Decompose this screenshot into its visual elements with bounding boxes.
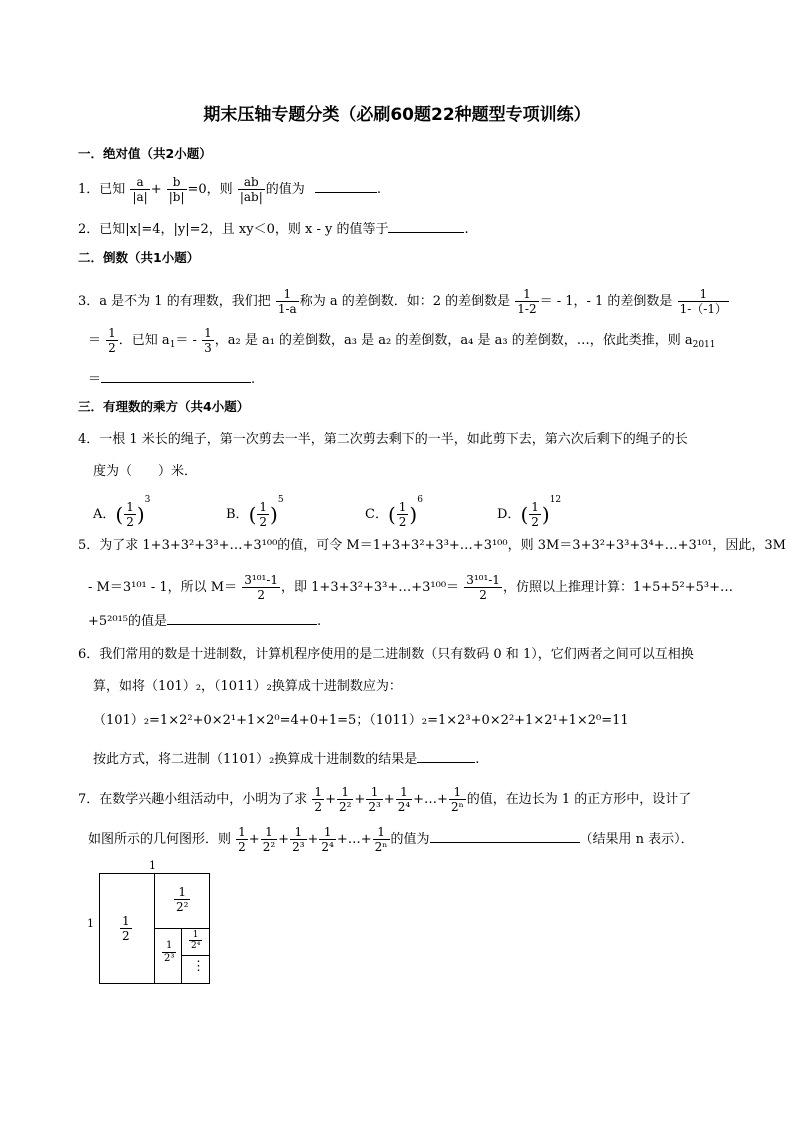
period: . xyxy=(475,752,480,767)
option-b[interactable]: B．( $\frac{1}{2}$ )$^5$ xyxy=(226,495,284,529)
fraction-1-over-2-cubed: $\frac{1}{\text{2³}}$ xyxy=(292,825,305,854)
fraction-1-over-2-fourth: $\frac{1}{\text{2⁴}}$ xyxy=(321,825,334,854)
question-6-line-2: 算，如将（101）₂，（1011）₂换算成十进制数应为： xyxy=(93,679,402,694)
exponent: 12 xyxy=(549,495,562,505)
question-text: 7．在数学兴趣小组活动中，小明为了求 xyxy=(78,792,308,807)
half-label: $\frac{1}{2}$ xyxy=(122,914,130,943)
equals-sign: ＝ xyxy=(88,372,102,387)
plus-sign: + xyxy=(150,182,162,197)
option-label: A． xyxy=(93,507,116,522)
question-text: 已知 xyxy=(99,182,126,197)
fraction-1-over-2-squared: $\frac{1}{\text{2²}}$ xyxy=(262,825,276,854)
question-4-line-2: 度为（ ）米． xyxy=(93,464,198,479)
fraction-1-over-2: $\frac{1}{2}$ xyxy=(314,785,323,814)
fraction-1-over-2: $\frac{1}{2}$ xyxy=(238,825,246,854)
question-text: 如图所示的几何图形．则 xyxy=(88,832,232,847)
exponent: 5 xyxy=(277,495,284,505)
question-text: ，仿照以上推理计算：1+5+5²+5³+… xyxy=(502,580,734,595)
fraction-1-over-1-minus-2: $\frac{1}{1-2}$ xyxy=(517,287,537,316)
question-text: +5²⁰¹⁵的值是 xyxy=(88,614,168,629)
question-text: - M＝3¹⁰¹ - 1，所以 M＝ xyxy=(88,580,238,595)
question-3-line-3 xyxy=(88,370,255,386)
fraction-1-over-2-n: $\frac{1}{\text{2ⁿ}}$ xyxy=(374,825,388,854)
question-4-line-1: 4．一根 1 米长的绳子，第一次剪去一半，第二次剪去剩下的一半，如此剪下去，第六次后剩下的绳子的长 xyxy=(78,432,688,447)
fraction-1-over-2-cubed: $\frac{1}{\text{2³}}$ xyxy=(368,785,381,814)
option-label: C． xyxy=(365,507,388,522)
question-text: ＝ - 1，- 1 的差倒数是 xyxy=(539,294,673,309)
answer-blank[interactable] xyxy=(101,370,251,383)
exponent: 3 xyxy=(144,495,151,505)
section-heading-reciprocal: 二．倒数（共1小题） xyxy=(78,250,200,265)
question-text: 的值，在边长为 1 的正方形中，设计了 xyxy=(466,792,692,807)
question-7-line-1: 7．在数学兴趣小组活动中，小明为了求 $\frac{1}{2}$ + $\frac{1}{\text{2²}}$ + $\frac{1}{\text{2³}}$ + $\frac{1}{\text{2⁴}}$ +…+ $\frac{1}{\text{2ⁿ}}$ 的值，在边长为 1 的正方形中，设计了 xyxy=(78,785,692,814)
question-1 xyxy=(78,175,381,204)
fraction-a-over-abs-a: $\frac{a}{|a|}$ xyxy=(132,175,148,204)
quarter-label: $\frac{1}{\text{2²}}$ xyxy=(176,885,189,914)
question-7-line-2: 如图所示的几何图形．则 $\frac{1}{2}$ + $\frac{1}{\text{2²}}$ + $\frac{1}{\text{2³}}$ + $\frac{1}{\text{2⁴}}$ +…+ $\frac{1}{\text{2ⁿ}}$ 的值为 （结果用 n 表示）． xyxy=(88,825,694,854)
question-3-line-1 xyxy=(78,287,730,316)
option-d[interactable]: D．( $\frac{1}{2}$ )$^{12}$ xyxy=(497,495,562,529)
fraction-1-over-1-minus-a: $\frac{1}{1-a}$ xyxy=(277,287,297,316)
fraction-b-over-abs-b: $\frac{b}{|b|}$ xyxy=(168,175,185,204)
fraction-one-half: $\frac{1}{2}$ xyxy=(126,500,134,529)
page-title: 期末压轴专题分类（必刷60题22种题型专项训练） xyxy=(203,105,591,125)
question-6-line-3: （101）₂=1×2²+0×2¹+1×2⁰=4+0+1=5；（1011）₂=1×2³+0×2²+1×2¹+1×2⁰=11 xyxy=(93,713,629,728)
fraction-1-over-2-squared: $\frac{1}{\text{2²}}$ xyxy=(338,785,352,814)
question-text: 的值为 xyxy=(390,832,430,847)
period: . xyxy=(376,182,382,197)
question-text: 2．已知|x|=4，|y|=2，且 xy＜0，则 x - y 的值等于 xyxy=(78,222,389,237)
fraction-1-over-2-fourth: $\frac{1}{\text{2⁴}}$ xyxy=(397,785,411,814)
exponent: 6 xyxy=(417,495,423,505)
top-side-label: 1 xyxy=(149,859,156,872)
question-text: 的值为 xyxy=(265,182,305,197)
fraction-one-third: $\frac{1}{3}$ xyxy=(204,326,212,355)
question-text: ．已知 a xyxy=(118,333,170,348)
answer-blank[interactable] xyxy=(315,180,377,193)
question-6-line-1: 6．我们常用的数是十进制数，计算机程序使用的是二进制数（只有数码 0 和 1），它们两者之间可以互相换 xyxy=(78,647,694,662)
question-text: ＝ - xyxy=(175,333,197,348)
period: . xyxy=(317,614,322,629)
section-heading-powers: 三．有理数的乘方（共4小题） xyxy=(78,399,250,414)
question-5-line-3 xyxy=(88,612,321,628)
answer-blank[interactable] xyxy=(167,612,317,625)
fraction-1-over-1-minus-neg1: $\frac{1}{1-(-1)}$ xyxy=(679,287,727,316)
question-number: 1． xyxy=(78,182,100,197)
fraction-1-over-2-n: $\frac{1}{\text{2ⁿ}}$ xyxy=(450,785,464,814)
option-a[interactable]: A．( $\frac{1}{2}$ )$^3$ xyxy=(93,495,151,529)
fraction-one-half: $\frac{1}{2}$ xyxy=(108,326,116,355)
option-c[interactable]: C．( $\frac{1}{2}$ )$^6$ xyxy=(365,495,423,529)
question-5-line-2 xyxy=(88,573,733,602)
question-text: ，即 1+3+3²+3³+…+3¹⁰⁰＝ xyxy=(281,580,460,595)
question-text: （结果用 n 表示）． xyxy=(579,832,694,847)
question-2 xyxy=(78,220,469,236)
fraction-one-half: $\frac{1}{2}$ xyxy=(259,500,268,529)
period: . xyxy=(251,372,256,387)
option-label: B． xyxy=(226,507,249,522)
question-text: =0，则 xyxy=(187,182,233,197)
fraction-3-101-minus-1-over-2: $\frac{\text{3¹⁰¹-1}}{2}$ xyxy=(244,573,279,602)
question-text: ，a₂ 是 a₁ 的差倒数，a₃ 是 a₂ 的差倒数，a₄ 是 a₃ 的差倒数，…，依此类推，则 a xyxy=(214,333,693,348)
option-label: D． xyxy=(497,507,521,522)
subscript: 2011 xyxy=(692,340,716,350)
fraction-3-101-minus-1-over-2: $\frac{\text{3¹⁰¹-1}}{2}$ xyxy=(466,573,500,602)
left-side-label: 1 xyxy=(87,917,94,930)
section-heading-absolute-value: 一．绝对值（共2小题） xyxy=(78,146,212,161)
eighth-label: $\frac{1}{\text{2³}}$ xyxy=(164,940,175,964)
answer-blank[interactable] xyxy=(430,830,580,843)
fraction-one-half: $\frac{1}{2}$ xyxy=(398,500,407,529)
answer-blank[interactable] xyxy=(388,220,464,233)
period: . xyxy=(464,222,469,237)
question-text: 称为 a 的差倒数．如：2 的差倒数是 xyxy=(299,294,511,309)
question-text: 按此方式，将二进制（1101）₂换算成十进制数的结果是 xyxy=(93,752,418,767)
fraction-ab-over-abs-ab: $\frac{ab}{|ab|}$ xyxy=(239,175,263,204)
answer-blank[interactable] xyxy=(417,750,475,763)
sixteenth-label: $\frac{1}{\text{2⁴}}$ xyxy=(191,930,201,951)
question-5-line-1: 5．为了求 1+3+3²+3³+…+3¹⁰⁰的值，可令 M＝1+3+3²+3³+…+3¹⁰⁰，则 3M＝3+3²+3³+3⁴+…+3¹⁰¹，因此，3M xyxy=(78,538,786,553)
fraction-one-half: $\frac{1}{2}$ xyxy=(531,500,539,529)
question-text: ＝ xyxy=(88,333,102,348)
question-6-line-4 xyxy=(93,750,479,766)
subscript: 1 xyxy=(169,340,176,350)
question-text: 3．a 是不为 1 的有理数，我们把 xyxy=(78,294,271,309)
question-3-line-2 xyxy=(88,326,716,355)
vertical-dots: ⋮ xyxy=(192,959,205,974)
